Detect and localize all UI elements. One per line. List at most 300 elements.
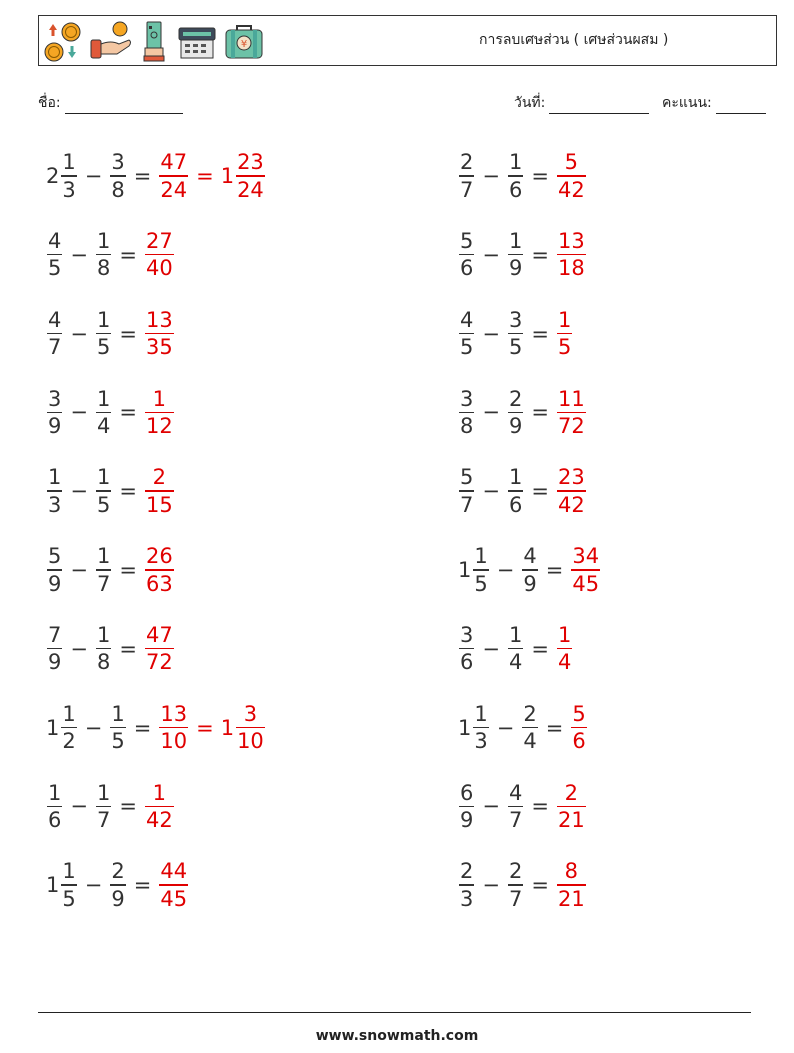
footer-divider <box>38 1012 751 1013</box>
subtrahend-fraction-numerator: 1 <box>96 465 111 490</box>
problem-item <box>458 141 587 211</box>
answer-fraction <box>557 149 586 202</box>
date-field <box>514 92 649 114</box>
problem-item <box>46 141 266 211</box>
minuend-fraction <box>459 307 474 360</box>
answer-fraction-denominator: 35 <box>145 335 173 360</box>
subtrahend-fraction-denominator: 6 <box>508 177 523 202</box>
problem-item <box>458 377 587 447</box>
minuend <box>46 149 78 202</box>
minuend-fraction-numerator: 1 <box>474 544 488 569</box>
minuend-fraction <box>459 858 474 911</box>
minuend <box>458 228 475 281</box>
minuend <box>46 780 63 833</box>
minuend-fraction-denominator: 9 <box>48 650 62 675</box>
subtrahend-fraction-denominator: 6 <box>508 492 523 517</box>
problem-item <box>46 850 189 920</box>
equals-sign: = <box>531 479 549 504</box>
answer-equals-sign: = <box>196 163 214 188</box>
answer <box>144 386 175 439</box>
subtrahend-fraction-denominator: 7 <box>508 886 523 911</box>
answer-fraction <box>145 464 174 517</box>
answer-fraction-numerator: 1 <box>557 623 572 648</box>
answer <box>158 701 265 754</box>
answer <box>144 780 175 833</box>
equals-sign: = <box>545 558 564 582</box>
subtrahend-fraction-numerator: 1 <box>508 623 523 648</box>
equals-sign: = <box>531 321 549 346</box>
answer-fraction-denominator: 21 <box>557 808 585 833</box>
minuend-fraction-numerator: 4 <box>48 307 62 332</box>
answer <box>144 228 175 281</box>
minuend-fraction-numerator: 7 <box>48 623 62 648</box>
subtrahend-fraction-denominator: 8 <box>96 650 111 675</box>
minuend-fraction-numerator: 1 <box>62 859 76 884</box>
minuend-fraction-numerator: 2 <box>460 859 474 884</box>
problem-item <box>46 614 175 684</box>
subtrahend-fraction <box>522 701 537 754</box>
worksheet-header <box>38 15 777 66</box>
banknote-hand-icon <box>139 20 171 62</box>
minuend <box>46 464 63 517</box>
minus-sign: − <box>482 400 500 425</box>
minuend-fraction-denominator: 9 <box>48 414 62 439</box>
minuend-fraction-denominator: 7 <box>460 177 474 202</box>
name-blank[interactable] <box>65 97 183 114</box>
answer-fraction <box>159 858 188 911</box>
minuend <box>46 543 63 596</box>
equals-sign: = <box>119 794 137 819</box>
minuend <box>458 622 475 675</box>
minus-sign: − <box>496 715 515 740</box>
minuend-fraction-denominator: 6 <box>460 650 474 675</box>
minus-sign: − <box>70 636 88 661</box>
minuend <box>46 386 63 439</box>
name-field <box>38 92 183 114</box>
answer-fraction-denominator: 6 <box>572 729 586 754</box>
subtrahend-fraction-denominator: 5 <box>508 335 523 360</box>
answer-fraction <box>145 622 174 675</box>
minuend-fraction <box>47 543 62 596</box>
problem-item <box>46 299 175 369</box>
minuend-fraction <box>47 386 62 439</box>
subtrahend-fraction-numerator: 1 <box>508 229 523 254</box>
minuend-fraction <box>61 149 76 202</box>
subtrahend-fraction <box>508 464 523 517</box>
minuend-fraction-numerator: 1 <box>474 701 488 726</box>
answer-fraction <box>159 701 188 754</box>
answer-fraction-numerator: 8 <box>564 859 579 884</box>
answer-fraction <box>557 386 586 439</box>
subtrahend-fraction <box>96 386 111 439</box>
minuend-whole: 1 <box>46 715 60 740</box>
minus-sign: − <box>482 794 500 819</box>
answer-fraction <box>145 386 174 439</box>
answer-fraction-numerator: 23 <box>557 465 585 490</box>
answer <box>144 464 175 517</box>
answer-fraction <box>159 149 188 202</box>
subtrahend-fraction-denominator: 7 <box>508 808 523 833</box>
minus-sign: − <box>482 242 500 267</box>
minuend <box>458 386 475 439</box>
minus-sign: − <box>70 479 88 504</box>
answer-fraction-denominator: 4 <box>557 650 572 675</box>
subtrahend-fraction <box>96 622 111 675</box>
problem-item <box>46 535 175 605</box>
answer-equals-sign: = <box>196 715 214 740</box>
minuend-fraction-denominator: 5 <box>460 335 474 360</box>
minus-sign: − <box>84 164 103 188</box>
subtrahend-fraction-numerator: 1 <box>508 150 523 175</box>
answer-mixed-fraction-numerator: 3 <box>243 701 258 726</box>
answer-fraction-numerator: 34 <box>572 544 600 569</box>
subtrahend-fraction-numerator: 1 <box>96 386 111 411</box>
answer-fraction <box>557 780 586 833</box>
answer <box>144 307 175 360</box>
minuend <box>46 858 78 911</box>
problem-item <box>458 299 573 369</box>
subtrahend-fraction-denominator: 4 <box>96 414 111 439</box>
answer <box>158 149 265 202</box>
minus-sign: − <box>482 164 500 188</box>
minus-sign: − <box>70 794 88 819</box>
subtrahend-fraction <box>508 228 523 281</box>
answer-fraction <box>145 307 174 360</box>
answer-fraction-numerator: 47 <box>145 623 173 648</box>
answer <box>570 543 601 596</box>
answer-mixed-whole: 1 <box>220 715 235 740</box>
answer-fraction <box>557 307 572 360</box>
answer-fraction <box>571 701 586 754</box>
minuend-fraction-denominator: 7 <box>48 335 62 360</box>
answer-fraction-numerator: 2 <box>152 465 167 490</box>
equals-sign: = <box>531 636 549 661</box>
answer-mixed-fraction-numerator: 23 <box>237 150 264 175</box>
minuend-fraction-denominator: 6 <box>48 808 62 833</box>
subtrahend-fraction-denominator: 5 <box>96 492 111 517</box>
subtrahend-fraction <box>522 543 537 596</box>
subtrahend-fraction-numerator: 2 <box>111 859 125 884</box>
answer-fraction-numerator: 5 <box>572 701 586 726</box>
equals-sign: = <box>119 558 137 582</box>
subtrahend-fraction-numerator: 4 <box>523 544 537 569</box>
minuend-fraction-denominator: 5 <box>62 886 76 911</box>
minuend-whole: 1 <box>46 873 60 898</box>
subtrahend-fraction <box>110 858 125 911</box>
problem-item <box>46 693 266 763</box>
answer-fraction <box>571 543 600 596</box>
subtrahend-fraction <box>96 780 111 833</box>
answer-mixed-fraction <box>236 149 265 202</box>
header-icons <box>43 20 265 62</box>
minus-sign: − <box>70 242 88 267</box>
answer-fraction <box>557 228 586 281</box>
minus-sign: − <box>70 321 88 346</box>
subtrahend-fraction-numerator: 1 <box>96 307 111 332</box>
minuend-fraction <box>47 622 62 675</box>
minuend-fraction <box>459 464 474 517</box>
minuend-fraction-denominator: 3 <box>460 886 474 911</box>
minuend-fraction-numerator: 3 <box>460 623 474 648</box>
minus-sign: − <box>84 873 103 898</box>
subtrahend-fraction-denominator: 7 <box>96 571 111 596</box>
answer-fraction-denominator: 45 <box>572 571 600 596</box>
equals-sign: = <box>133 715 152 740</box>
answer-fraction <box>557 858 586 911</box>
subtrahend-fraction-denominator: 8 <box>111 177 125 202</box>
equals-sign: = <box>119 400 137 425</box>
minuend <box>46 307 63 360</box>
problem-item <box>46 220 175 290</box>
minuend-fraction <box>47 780 62 833</box>
answer-mixed-fraction-denominator: 24 <box>237 177 264 202</box>
minuend-fraction-denominator: 9 <box>460 808 474 833</box>
answer-fraction-denominator: 24 <box>160 177 188 202</box>
subtrahend-fraction-numerator: 3 <box>111 150 125 175</box>
answer <box>144 622 175 675</box>
subtrahend-fraction-denominator: 9 <box>523 571 537 596</box>
minus-sign: − <box>496 558 515 582</box>
minus-sign: − <box>482 479 500 504</box>
subtrahend-fraction-denominator: 9 <box>508 256 523 281</box>
minuend-fraction-numerator: 6 <box>460 780 474 805</box>
minuend-fraction-denominator: 8 <box>460 414 474 439</box>
minuend-whole: 2 <box>46 163 60 188</box>
minuend-fraction-denominator: 7 <box>460 492 474 517</box>
minuend <box>458 464 475 517</box>
answer-fraction-numerator: 11 <box>557 386 585 411</box>
answer-fraction-numerator: 1 <box>557 307 572 332</box>
subtrahend-fraction <box>110 701 125 754</box>
minuend-fraction <box>47 228 62 281</box>
minuend-fraction-numerator: 3 <box>48 386 62 411</box>
subtrahend-fraction <box>508 307 523 360</box>
answer-fraction-denominator: 18 <box>557 256 585 281</box>
subtrahend-fraction <box>96 543 111 596</box>
minuend <box>46 622 63 675</box>
answer <box>556 307 573 360</box>
answer-fraction <box>145 780 174 833</box>
answer <box>556 149 587 202</box>
subtrahend-fraction-numerator: 2 <box>508 859 523 884</box>
answer <box>556 386 587 439</box>
answer-fraction-denominator: 42 <box>145 808 173 833</box>
footer-url: www.snowmath.com <box>315 1028 479 1044</box>
subtrahend-fraction-denominator: 5 <box>111 729 125 754</box>
date-label: วันที่: <box>514 95 546 111</box>
minuend-fraction <box>459 622 474 675</box>
subtrahend-fraction <box>508 622 523 675</box>
answer-fraction-denominator: 42 <box>557 177 585 202</box>
problem-item <box>458 220 587 290</box>
minuend <box>458 307 475 360</box>
subtrahend-fraction-denominator: 9 <box>508 414 523 439</box>
minuend-fraction <box>459 228 474 281</box>
answer-fraction-numerator: 1 <box>152 780 167 805</box>
minuend-fraction <box>473 701 488 754</box>
subtrahend-fraction-denominator: 4 <box>523 729 537 754</box>
minus-sign: − <box>482 321 500 346</box>
subtrahend-fraction-denominator: 7 <box>96 808 111 833</box>
subtrahend-fraction-numerator: 1 <box>508 465 523 490</box>
date-blank[interactable] <box>549 97 649 114</box>
answer-fraction-numerator: 44 <box>160 859 188 884</box>
minuend-fraction <box>47 307 62 360</box>
equals-sign: = <box>531 242 549 267</box>
subtrahend-fraction-numerator: 3 <box>508 307 523 332</box>
subtrahend-fraction-numerator: 1 <box>96 544 111 569</box>
minuend <box>46 701 78 754</box>
minuend-fraction-numerator: 4 <box>460 307 474 332</box>
minuend-fraction-denominator: 9 <box>48 571 62 596</box>
equals-sign: = <box>531 400 549 425</box>
minuend-fraction <box>47 464 62 517</box>
answer-fraction-denominator: 72 <box>145 650 173 675</box>
minuend <box>458 149 475 202</box>
minuend <box>458 543 490 596</box>
page-title: การลบเศษส่วน ( เศษส่วนผสม ) <box>479 32 669 48</box>
hand-coin-icon <box>89 20 133 62</box>
score-blank[interactable] <box>716 97 766 114</box>
answer-fraction-numerator: 5 <box>564 150 579 175</box>
answer-fraction-denominator: 15 <box>145 492 173 517</box>
equals-sign: = <box>531 873 549 898</box>
subtrahend-fraction <box>508 149 523 202</box>
answer-fraction-denominator: 42 <box>557 492 585 517</box>
subtrahend-fraction-numerator: 1 <box>96 229 111 254</box>
subtrahend-fraction <box>110 149 125 202</box>
minuend-fraction-denominator: 3 <box>62 177 76 202</box>
minuend-fraction-numerator: 5 <box>460 229 474 254</box>
problem-item <box>458 535 601 605</box>
equals-sign: = <box>531 794 549 819</box>
equals-sign: = <box>545 715 564 740</box>
answer-fraction-denominator: 63 <box>145 571 173 596</box>
answer-fraction <box>557 622 572 675</box>
answer <box>158 858 189 911</box>
minuend-fraction-denominator: 6 <box>460 256 474 281</box>
answer-fraction-numerator: 13 <box>145 307 173 332</box>
equals-sign: = <box>119 321 137 346</box>
subtrahend-fraction <box>508 386 523 439</box>
subtrahend-fraction-denominator: 4 <box>508 650 523 675</box>
answer <box>556 622 573 675</box>
answer <box>556 858 587 911</box>
svg-text:¥: ¥ <box>240 39 248 50</box>
minuend-whole: 1 <box>458 715 472 740</box>
answer-fraction-denominator: 5 <box>557 335 572 360</box>
problem-item <box>458 850 587 920</box>
minuend-fraction-numerator: 4 <box>48 229 62 254</box>
minuend <box>458 780 475 833</box>
minuend-fraction-numerator: 3 <box>460 386 474 411</box>
equals-sign: = <box>119 242 137 267</box>
subtrahend-fraction-numerator: 2 <box>523 701 537 726</box>
answer-fraction-denominator: 72 <box>557 414 585 439</box>
coin-exchange-icon <box>43 20 83 62</box>
problem-item <box>46 377 175 447</box>
minuend-fraction-denominator: 5 <box>474 571 488 596</box>
problem-item <box>458 693 588 763</box>
subtrahend-fraction-numerator: 4 <box>508 780 523 805</box>
answer-fraction-denominator: 21 <box>557 886 585 911</box>
answer-fraction-denominator: 12 <box>145 414 173 439</box>
minuend-fraction-numerator: 5 <box>460 465 474 490</box>
minuend-fraction-denominator: 5 <box>48 256 62 281</box>
minuend-fraction <box>459 386 474 439</box>
answer <box>570 701 587 754</box>
answer-fraction-numerator: 13 <box>557 229 585 254</box>
minuend-fraction <box>61 701 76 754</box>
minuend-fraction-numerator: 1 <box>62 150 76 175</box>
answer-fraction-denominator: 10 <box>160 729 188 754</box>
minuend <box>46 228 63 281</box>
answer <box>144 543 175 596</box>
minus-sign: − <box>482 873 500 898</box>
subtrahend-fraction <box>508 858 523 911</box>
answer-fraction-numerator: 13 <box>160 701 188 726</box>
answer <box>556 464 587 517</box>
subtrahend-fraction-numerator: 2 <box>508 386 523 411</box>
equals-sign: = <box>531 164 549 188</box>
name-label: ชื่อ: <box>38 95 61 111</box>
minus-sign: − <box>482 636 500 661</box>
subtrahend-fraction-denominator: 9 <box>111 886 125 911</box>
minuend-fraction <box>61 858 76 911</box>
answer-fraction <box>145 543 174 596</box>
equals-sign: = <box>133 164 152 188</box>
answer <box>556 228 587 281</box>
answer <box>556 780 587 833</box>
equals-sign: = <box>119 479 137 504</box>
answer-fraction <box>145 228 174 281</box>
answer-fraction-denominator: 40 <box>145 256 173 281</box>
minuend-fraction-numerator: 1 <box>62 701 76 726</box>
minus-sign: − <box>84 715 103 740</box>
answer-mixed-fraction <box>236 701 265 754</box>
problem-item <box>46 771 175 841</box>
answer-fraction <box>557 464 586 517</box>
answer-fraction-numerator: 2 <box>564 780 579 805</box>
minuend-fraction <box>473 543 488 596</box>
yen-bag-icon <box>223 20 265 62</box>
minuend-fraction-numerator: 5 <box>48 544 62 569</box>
score-label: คะแนน: <box>662 95 712 111</box>
minuend-fraction-denominator: 3 <box>48 492 62 517</box>
minuend-fraction <box>459 149 474 202</box>
minuend-fraction-numerator: 1 <box>48 465 62 490</box>
answer-fraction-numerator: 27 <box>145 229 173 254</box>
subtrahend-fraction <box>96 464 111 517</box>
equals-sign: = <box>119 636 137 661</box>
answer-fraction-numerator: 26 <box>145 544 173 569</box>
minuend-fraction-numerator: 2 <box>460 150 474 175</box>
minuend <box>458 701 490 754</box>
minus-sign: − <box>70 400 88 425</box>
problem-item <box>458 771 587 841</box>
answer-fraction-denominator: 45 <box>160 886 188 911</box>
minuend-fraction <box>459 780 474 833</box>
subtrahend-fraction-denominator: 5 <box>96 335 111 360</box>
score-field <box>662 92 766 114</box>
answer-fraction-numerator: 47 <box>160 150 188 175</box>
subtrahend-fraction-numerator: 1 <box>96 623 111 648</box>
subtrahend-fraction-denominator: 8 <box>96 256 111 281</box>
answer-fraction-numerator: 1 <box>152 386 167 411</box>
minuend-fraction-numerator: 1 <box>48 780 62 805</box>
subtrahend-fraction-numerator: 1 <box>96 780 111 805</box>
problem-item <box>458 614 573 684</box>
